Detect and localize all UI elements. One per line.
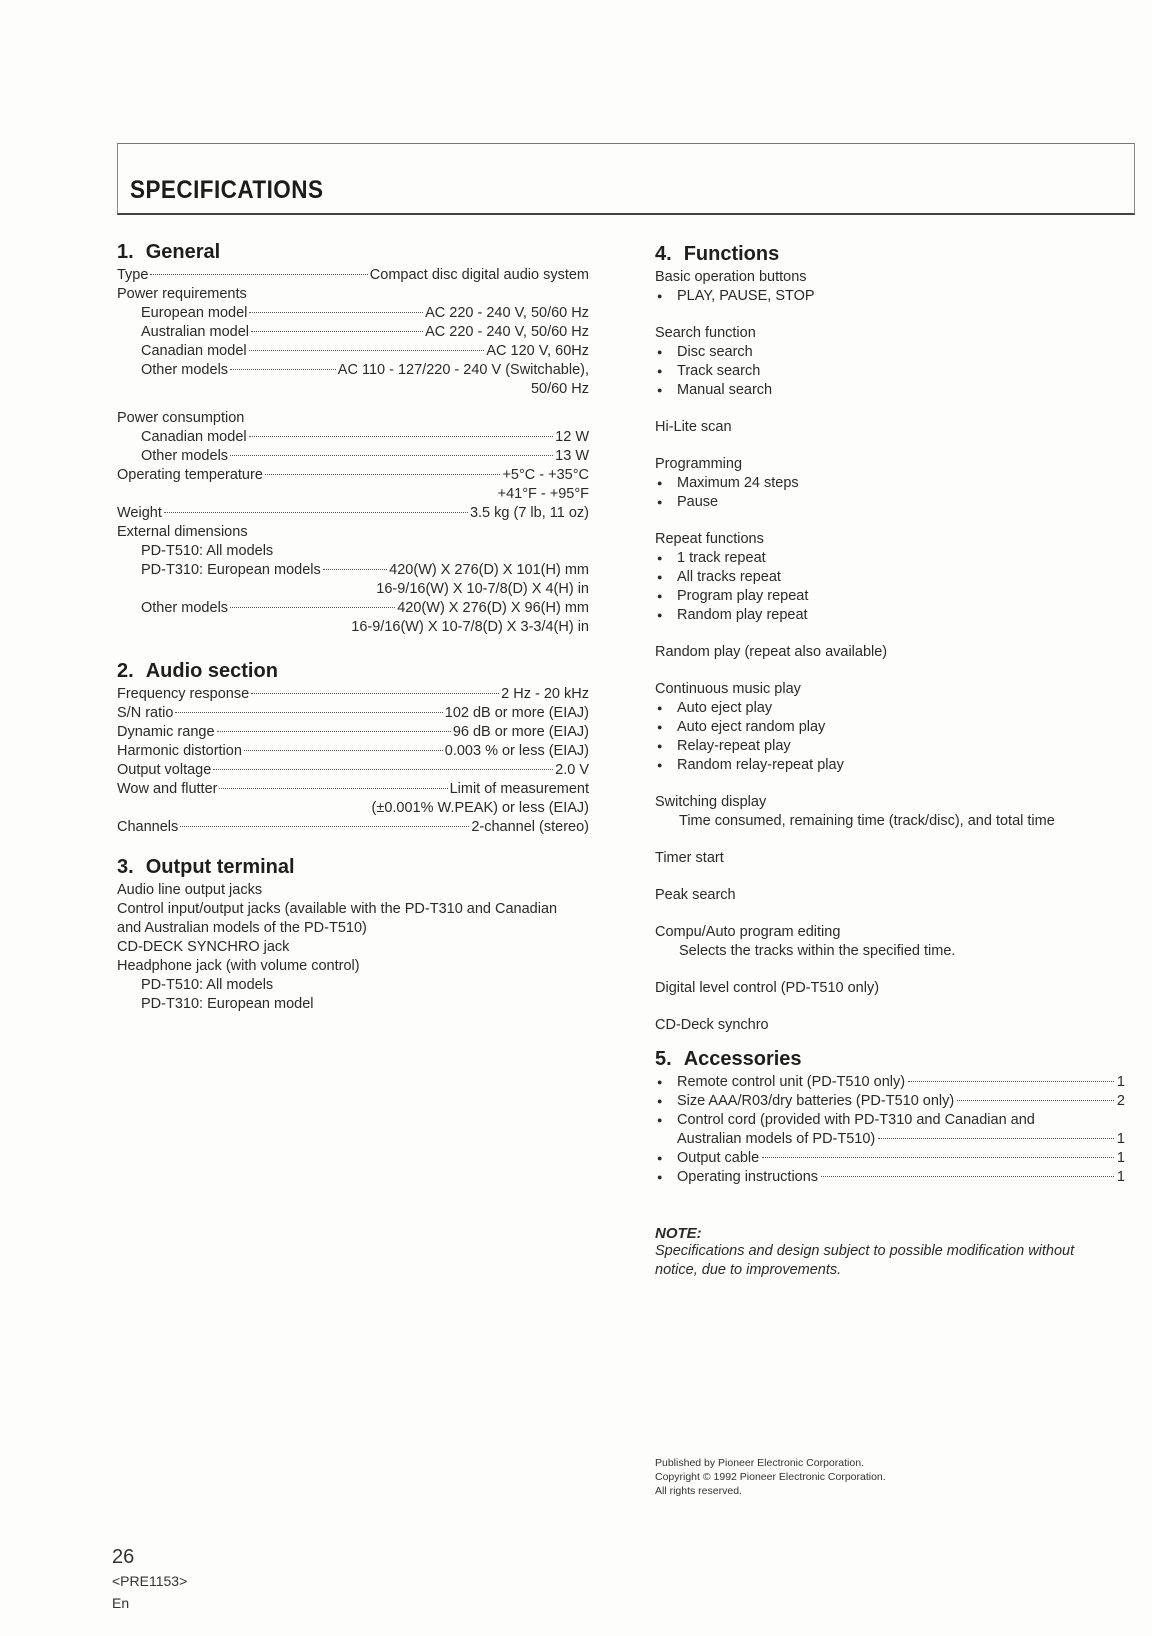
func-search: Search function — [655, 325, 756, 341]
accessory-item: ● Control cord (provided with PD-T310 and Canadian and — [655, 1111, 1125, 1130]
publisher-line: All rights reserved. — [655, 1485, 742, 1497]
accessory-item: ● Operating instructions 1 — [655, 1168, 1125, 1187]
func-bullet: ● Track search — [655, 362, 1125, 381]
func-switch-sub: Time consumed, remaining time (track/disc), and total time — [679, 813, 1055, 829]
func-bullet: ● All tracks repeat — [655, 568, 1125, 587]
output-line: PD-T310: European model — [141, 996, 314, 1012]
func-hilite: Hi-Lite scan — [655, 419, 732, 435]
spec-dims-t310-cont: 16-9/16(W) X 10-7/8(D) X 4(H) in — [376, 581, 589, 597]
page-title: SPECIFICATIONS — [130, 176, 324, 204]
func-bullet: ● Relay-repeat play — [655, 737, 1125, 756]
spec-channels: Channels 2-channel (stereo) — [117, 819, 589, 835]
func-peak: Peak search — [655, 887, 736, 903]
func-compu-sub: Selects the tracks within the specified time. — [679, 943, 956, 959]
output-line: PD-T510: All models — [141, 977, 274, 993]
func-timer: Timer start — [655, 850, 724, 866]
spec-dims: External dimensions — [117, 524, 248, 540]
publisher-block — [655, 1456, 886, 1498]
spec-wow-cont: (±0.001% W.PEAK) or less (EIAJ) — [371, 800, 589, 816]
section-output-heading: 3. Output terminal — [117, 856, 295, 878]
func-cont: Continuous music play — [655, 681, 801, 697]
func-prog: Programming — [655, 456, 743, 472]
right-column — [655, 242, 1125, 1280]
spec-australian: Australian model AC 220 - 240 V, 50/60 Hz — [141, 324, 589, 340]
language-code: En — [112, 1595, 130, 1611]
func-bullet: ● Random play repeat — [655, 606, 1125, 625]
func-digital: Digital level control (PD-T510 only) — [655, 980, 880, 996]
func-bullet: ● Disc search — [655, 343, 1125, 362]
section-accessories-heading: 5. Accessories — [655, 1048, 802, 1070]
func-compu: Compu/Auto program editing — [655, 924, 841, 940]
func-bullet: ● Random relay-repeat play — [655, 756, 1125, 775]
spec-canadian: Canadian model AC 120 V, 60Hz — [141, 343, 589, 359]
spec-power-req: Power requirements — [117, 286, 247, 302]
func-bullet: ● 1 track repeat — [655, 549, 1125, 568]
func-bullet: ● Auto eject random play — [655, 718, 1125, 737]
note-line: notice, due to improvements. — [655, 1262, 842, 1278]
left-column — [117, 240, 589, 1014]
func-repeat: Repeat functions — [655, 531, 764, 547]
spec-other: Other models AC 110 - 127/220 - 240 V (Switchable), — [141, 362, 589, 378]
output-line: Headphone jack (with volume control) — [117, 958, 360, 974]
spec-dims-t510: PD-T510: All models — [141, 543, 274, 559]
func-switch: Switching display — [655, 794, 767, 810]
func-bullet: ● Manual search — [655, 381, 1125, 400]
spec-dyn: Dynamic range 96 dB or more (EIAJ) — [117, 724, 589, 740]
spec-temp-cont: +41°F - +95°F — [497, 486, 589, 502]
note-line: Specifications and design subject to possible modification without — [655, 1243, 1075, 1259]
spec-european: European model AC 220 - 240 V, 50/60 Hz — [141, 305, 589, 321]
accessory-item-cont: Australian models of PD-T510) 1 — [677, 1131, 1125, 1147]
spec-weight: Weight 3.5 kg (7 lb, 11 oz) — [117, 505, 589, 521]
publisher-line: Copyright © 1992 Pioneer Electronic Corporation. — [655, 1471, 886, 1483]
publisher-line: Published by Pioneer Electronic Corporation. — [655, 1457, 864, 1469]
spec-consumption: Power consumption — [117, 410, 245, 426]
page-number: 26 — [112, 1546, 135, 1568]
accessory-item: ● Remote control unit (PD-T510 only) 1 — [655, 1073, 1125, 1092]
func-bullet: ● Program play repeat — [655, 587, 1125, 606]
spec-output: Output voltage 2.0 V — [117, 762, 589, 778]
func-bullet: ● Pause — [655, 493, 1125, 512]
spec-freq: Frequency response 2 Hz - 20 kHz — [117, 686, 589, 702]
spec-other-cont: 50/60 Hz — [530, 381, 589, 397]
document-code: <PRE1153> — [112, 1573, 188, 1589]
output-line: CD-DECK SYNCHRO jack — [117, 939, 290, 955]
spec-dims-other-cont: 16-9/16(W) X 10-7/8(D) X 3-3/4(H) in — [351, 619, 589, 635]
spec-cons-other: Other models 13 W — [141, 448, 589, 464]
func-bullet: ● Maximum 24 steps — [655, 474, 1125, 493]
section-functions-heading: 4. Functions — [655, 243, 780, 265]
spec-cons-canadian: Canadian model 12 W — [141, 429, 589, 445]
spec-temp: Operating temperature +5°C - +35°C — [117, 467, 589, 483]
output-line: Audio line output jacks — [117, 882, 263, 898]
note-title: NOTE: — [655, 1225, 702, 1242]
section-audio-heading: 2. Audio section — [117, 660, 278, 682]
func-deck: CD-Deck synchro — [655, 1017, 769, 1033]
func-basic: Basic operation buttons — [655, 269, 807, 285]
output-line: Control input/output jacks (available with the PD-T310 and Canadian — [117, 901, 558, 917]
spec-dims-other: Other models 420(W) X 276(D) X 96(H) mm — [141, 600, 589, 616]
spec-wow: Wow and flutter Limit of measurement — [117, 781, 589, 797]
output-line: and Australian models of the PD-T510) — [117, 920, 367, 936]
spec-sn: S/N ratio 102 dB or more (EIAJ) — [117, 705, 589, 721]
spec-type: Type Compact disc digital audio system — [117, 267, 589, 283]
accessory-item: ● Size AAA/R03/dry batteries (PD-T510 only) 2 — [655, 1092, 1125, 1111]
func-bullet: ● PLAY, PAUSE, STOP — [655, 287, 1125, 306]
spec-dims-t310: PD-T310: European models 420(W) X 276(D) X 101(H) mm — [141, 562, 589, 578]
section-general-heading: 1. General — [117, 241, 221, 263]
accessory-item: ● Output cable 1 — [655, 1149, 1125, 1168]
func-random: Random play (repeat also available) — [655, 644, 888, 660]
spec-harm: Harmonic distortion 0.003 % or less (EIAJ) — [117, 743, 589, 759]
func-bullet: ● Auto eject play — [655, 699, 1125, 718]
